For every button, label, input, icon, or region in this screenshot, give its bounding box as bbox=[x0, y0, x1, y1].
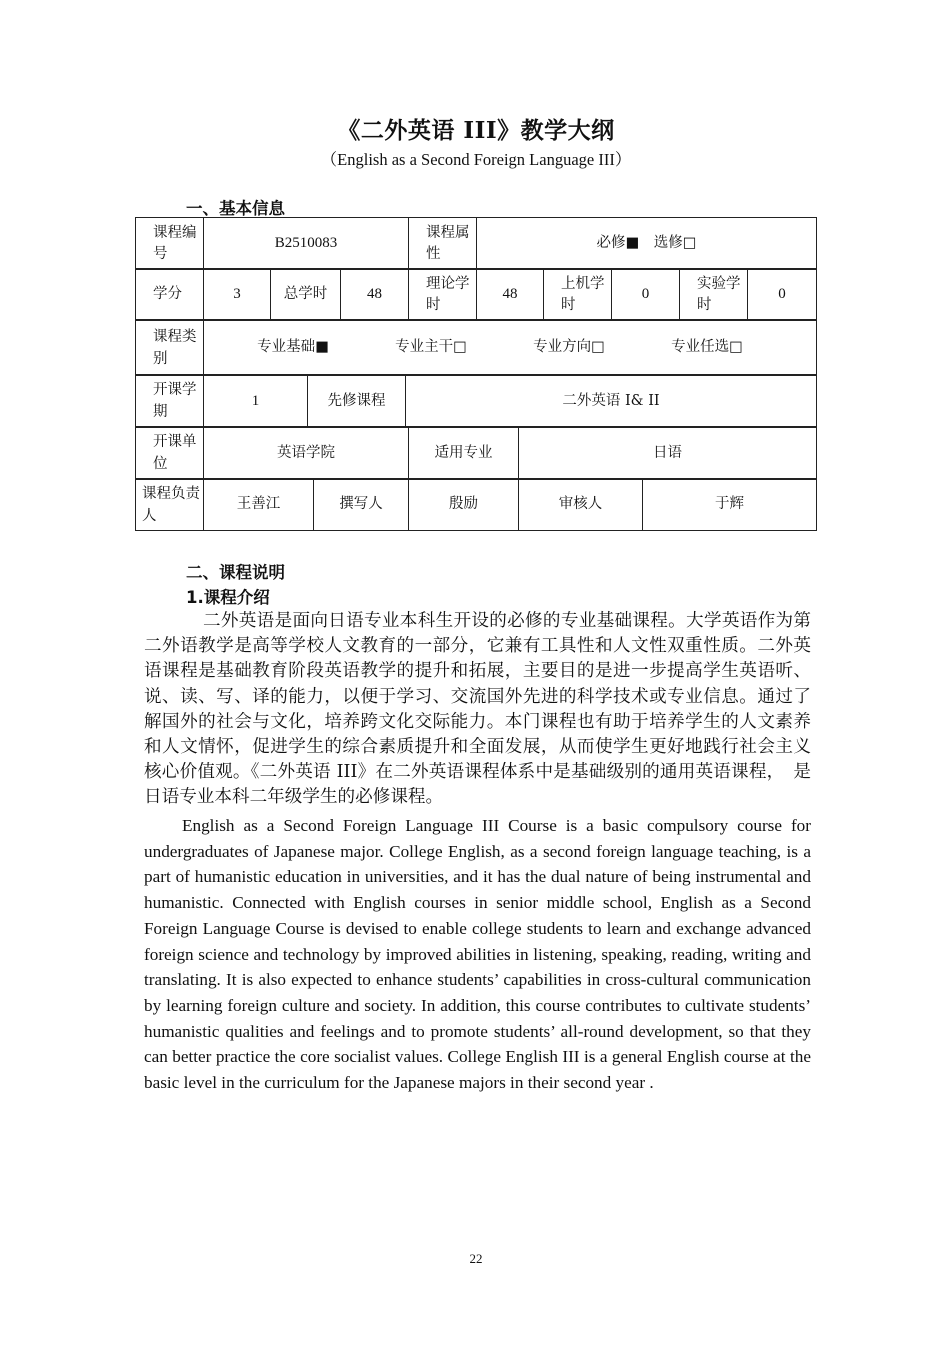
info-table-row-5 bbox=[135, 426, 817, 480]
document-subtitle: （English as a Second Foreign Language III） bbox=[320, 150, 632, 169]
course-code-label: 课程编号 bbox=[136, 218, 204, 270]
unit-label: 开课单位 bbox=[136, 427, 204, 480]
category-option-elective: 专业任选□ bbox=[671, 339, 743, 355]
major-label: 适用专业 bbox=[409, 427, 519, 480]
lab-hours-label: 实验学时 bbox=[680, 269, 748, 321]
computer-hours-value: 0 bbox=[612, 269, 680, 321]
total-hours-label: 总学时 bbox=[271, 269, 341, 321]
course-attr-label: 课程属性 bbox=[409, 218, 477, 270]
theory-hours-value: 48 bbox=[477, 269, 544, 321]
page-number: 22 bbox=[469, 1251, 483, 1266]
prereq-value: 二外英语 I& II bbox=[406, 375, 817, 428]
course-intro-english: English as a Second Foreign Language III Course is a basic compulsory course for undergraduates of Japanese major. College English, as a second foreign language teaching, is a part of humanistic education in universities, and it has the dual nature of being instrumental and humanistic. Connected with English courses in senior middle school, English as a Second Foreign Language Course is devised to enable college students to learn and exchange advanced foreign science and technology by improved abilities in listening, speaking, reading, writing and translating. It is also expected to enhance students’ capabilities in cross-cultural communication by learning foreign culture and society. In addition, this course contributes to cultivate students’ humanistic qualities and feelings and to promote students’ all-round development, so that they can better practice the core socialist values. College English III is a general English course at the basic level in the curriculum for the Japanese majors in their second year . bbox=[144, 816, 811, 1093]
credit-value: 3 bbox=[204, 269, 271, 321]
category-option-direction: 专业方向□ bbox=[533, 339, 605, 355]
course-category-options bbox=[204, 320, 817, 376]
writer-value: 殷励 bbox=[409, 479, 519, 531]
unit-value: 英语学院 bbox=[204, 427, 409, 480]
credit-label: 学分 bbox=[136, 269, 204, 321]
category-option-basic: 专业基础■ bbox=[257, 339, 329, 355]
section-course-description-heading: 二、课程说明 bbox=[186, 563, 285, 582]
lab-hours-value: 0 bbox=[748, 269, 817, 321]
semester-value: 1 bbox=[204, 375, 308, 428]
category-option-core: 专业主干□ bbox=[395, 339, 467, 355]
total-hours-value: 48 bbox=[341, 269, 409, 321]
course-attr-value: 必修■ 选修□ bbox=[477, 218, 817, 270]
course-intro-chinese: 二外英语是面向日语专业本科生开设的必修的专业基础课程。大学英语作为第二外语教学是高等学校人文教育的一部分，它兼有工具性和人文性双重性质。二外英语课程是基础教育阶段英语教学的提升和拓展，主要目的是进一步提高学生英语听、说、读、写、译的能力，以便于学习、交流国外先进的科学技术或专业信息。通过了解国外的社会与文化，培养跨文化交际能力。本门课程也有助于培养学生的人文素养和人文情怀，促进学生的综合素质提升和全面发展，从而使学生更好地践行社会主义核心价值观。《二外英语 III》在二外英语课程体系中是基础级别的通用英语课程， 是日语专业本科二年级学生的必修课程。 bbox=[144, 611, 811, 808]
computer-hours-label: 上机学时 bbox=[544, 269, 612, 321]
writer-label: 撰写人 bbox=[314, 479, 409, 531]
leader-label: 课程负责人 bbox=[136, 479, 204, 531]
theory-hours-label: 理论学时 bbox=[409, 269, 477, 321]
info-table-row-6 bbox=[135, 478, 817, 531]
semester-label: 开课学期 bbox=[136, 375, 204, 428]
info-table-row-2 bbox=[135, 268, 817, 321]
prereq-label: 先修课程 bbox=[308, 375, 406, 428]
section-basic-info-heading: 一、基本信息 bbox=[186, 199, 285, 218]
info-table-row-1 bbox=[135, 217, 817, 270]
leader-value: 王善江 bbox=[204, 479, 314, 531]
course-category-label: 课程类别 bbox=[136, 320, 204, 376]
reviewer-value: 于辉 bbox=[643, 479, 817, 531]
document-title: 《二外英语 III》教学大纲 bbox=[337, 117, 615, 144]
course-code-value: B2510083 bbox=[204, 218, 409, 270]
info-table-row-4 bbox=[135, 374, 817, 428]
info-table-row-3 bbox=[135, 319, 817, 376]
major-value: 日语 bbox=[519, 427, 817, 480]
subsection-course-intro-heading: 1.课程介绍 bbox=[186, 588, 270, 607]
reviewer-label: 审核人 bbox=[519, 479, 643, 531]
